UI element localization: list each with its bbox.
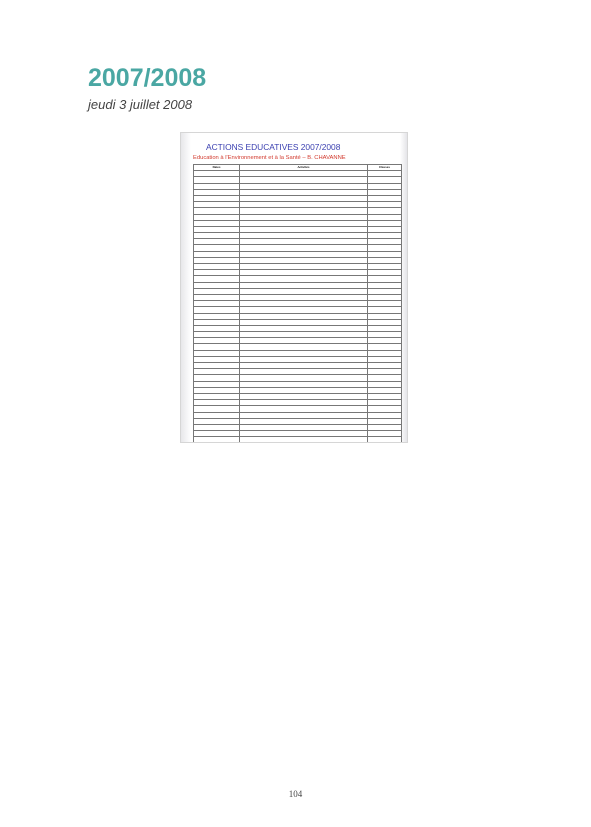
scanned-document: [181, 133, 407, 442]
document-subtitle: Education à l'Environnement et à la Santé – B. CHAVANNE: [193, 155, 346, 161]
page-date: jeudi 3 juillet 2008: [88, 97, 193, 112]
page-title: 2007/2008: [88, 64, 207, 92]
column-header-classes: Classes: [368, 165, 402, 171]
activities-table: [193, 164, 402, 442]
table-cell: [194, 437, 240, 442]
column-header-dates: Dates: [194, 165, 240, 171]
table-cell: [240, 437, 368, 442]
column-header-activities: Activités: [240, 165, 368, 171]
table-cell: [368, 437, 402, 442]
table-row: [194, 437, 402, 442]
scan-edge-left: [181, 133, 191, 442]
activities-table-body: [194, 171, 402, 442]
page-number: 104: [288, 789, 303, 799]
document-title: ACTIONS EDUCATIVES 2007/2008: [206, 142, 341, 152]
